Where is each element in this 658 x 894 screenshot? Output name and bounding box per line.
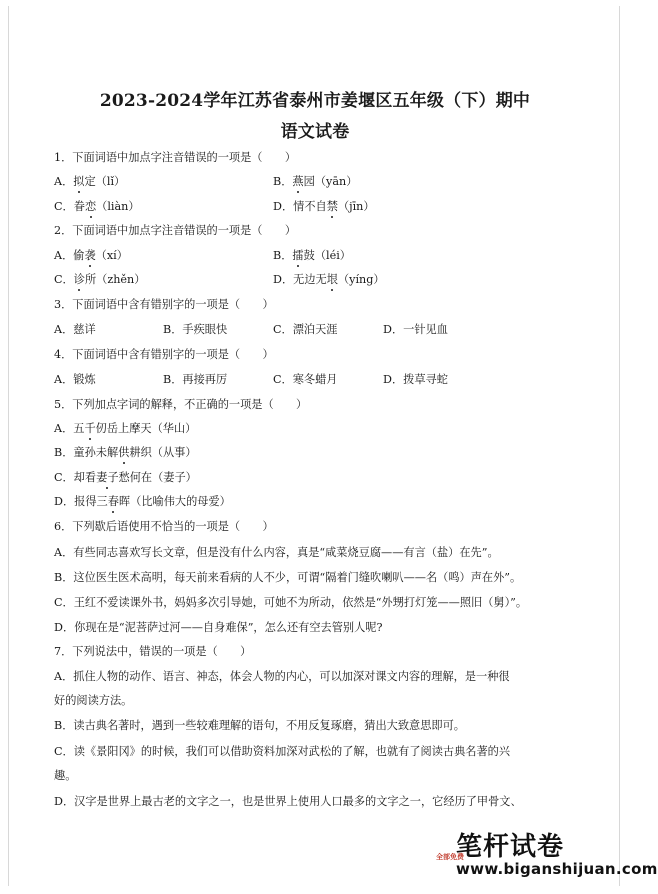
q3-option-b: B．手疾眼快 <box>163 323 228 336</box>
q7-option-a-line1: A．抓住人物的动作、语言、神态，体会人物的内心，可以加深对课文内容的理解，是一种很 <box>54 670 510 683</box>
q6-stem: 6．下列歇后语使用不恰当的一项是（ ） <box>54 520 274 533</box>
q1-d-dotted: 禁 <box>326 200 338 213</box>
q2-option-d: D．无边无垠（yíng） <box>273 273 385 286</box>
q2-b-dotted: 擂 <box>292 249 304 262</box>
q5-option-d: D．报得三春晖（比喻伟大的母爱） <box>54 495 231 508</box>
q6-option-a: A．有些同志喜欢写长文章，但是没有什么内容，真是“咸菜烧豆腐——有言（盐）在先”。 <box>54 546 499 559</box>
q5-d-dotted: 三春晖 <box>96 495 131 508</box>
watermark-brand: 笔杆试卷 <box>456 832 565 862</box>
q1-c-dotted: 恋 <box>84 200 97 213</box>
q1-a-dotted: 拟 <box>73 175 85 188</box>
q7-stem: 7．下列说法中，错误的一项是（ ） <box>54 645 252 658</box>
q1-option-c: C．眷恋（liàn） <box>54 200 140 213</box>
exam-title-line2: 语文试卷 <box>280 122 350 142</box>
q5-b-dotted: 供 <box>118 446 130 459</box>
q1-option-b: B．燕园（yān） <box>273 175 358 188</box>
q2-a-dotted: 袭 <box>84 249 96 262</box>
q4-option-a: A．锻炼 <box>54 373 96 386</box>
q7-option-d: D．汉字是世界上最古老的文字之一，也是世界上使用人口最多的文字之一，它经历了甲骨文、 <box>54 795 522 808</box>
q3-option-c: C．漂泊天涯 <box>273 323 338 336</box>
watermark-tag: 全部免费 <box>436 853 464 861</box>
q2-d-dotted: 垠 <box>326 273 338 286</box>
q5-a-dotted: 五千仞 <box>73 422 107 435</box>
q5-stem: 5．下列加点字词的解释，不正确的一项是（ ） <box>54 398 308 411</box>
q1-b-dotted: 燕 <box>292 175 304 188</box>
exam-title-line1: 2023-2024学年江苏省泰州市姜堰区五年级（下）期中 <box>99 91 531 111</box>
q3-stem: 3．下面词语中含有错别字的一项是（ ） <box>54 298 274 311</box>
q7-option-c-line2: 趣。 <box>54 769 77 782</box>
q4-stem: 4．下面词语中含有错别字的一项是（ ） <box>54 348 274 361</box>
q1-stem: 1．下面词语中加点字注音错误的一项是（ ） <box>54 151 297 164</box>
q1-option-a: A．拟定（lǐ） <box>54 175 126 188</box>
watermark-url: www.biganshijuan.com <box>456 860 658 878</box>
q7-option-b: B．读古典名著时，遇到一些较难理解的语句，不用反复琢磨，猜出大致意思即可。 <box>54 719 465 732</box>
q4-option-b: B．再接再厉 <box>163 373 228 386</box>
q5-option-c: C．却看妻子愁何在（妻子） <box>54 471 197 484</box>
q5-option-a: A．五千仞岳上摩天（华山） <box>54 422 197 435</box>
q2-option-a: A．偷袭（xí） <box>54 249 128 262</box>
q5-option-b: B．童孙未解供耕织（从事） <box>54 446 197 459</box>
q4-option-c: C．寒冬蜡月 <box>273 373 338 386</box>
q6-option-d: D．你现在是“泥菩萨过河——自身难保”，怎么还有空去管别人呢? <box>54 621 383 634</box>
q2-stem: 2．下面词语中加点字注音错误的一项是（ ） <box>54 224 297 237</box>
q2-option-b: B．擂鼓（léi） <box>273 249 351 262</box>
q1-option-d: D．情不自禁（jīn） <box>273 200 375 213</box>
q3-option-a: A．慈详 <box>54 323 96 336</box>
q2-option-c: C．诊所（zhěn） <box>54 273 146 286</box>
q5-c-dotted: 妻子 <box>96 471 119 484</box>
q7-option-c-line1: C．读《景阳冈》的时候，我们可以借助资料加深对武松的了解，也就有了阅读古典名著的兴 <box>54 745 511 758</box>
q6-option-b: B．这位医生医术高明，每天前来看病的人不少，可谓“隔着门缝吹喇叭——名（鸣）声在外”。 <box>54 571 522 584</box>
q4-option-d: D．拨草寻蛇 <box>383 373 448 386</box>
q2-c-dotted: 诊 <box>73 273 85 286</box>
q6-option-c: C．王红不爱读课外书，妈妈多次引导她，可她不为所动，依然是“外甥打灯笼——照旧（舅）”。 <box>54 596 528 609</box>
q3-option-d: D．一针见血 <box>383 323 448 336</box>
site-watermark <box>436 826 658 886</box>
q7-option-a-line2: 好的阅读方法。 <box>54 694 133 707</box>
